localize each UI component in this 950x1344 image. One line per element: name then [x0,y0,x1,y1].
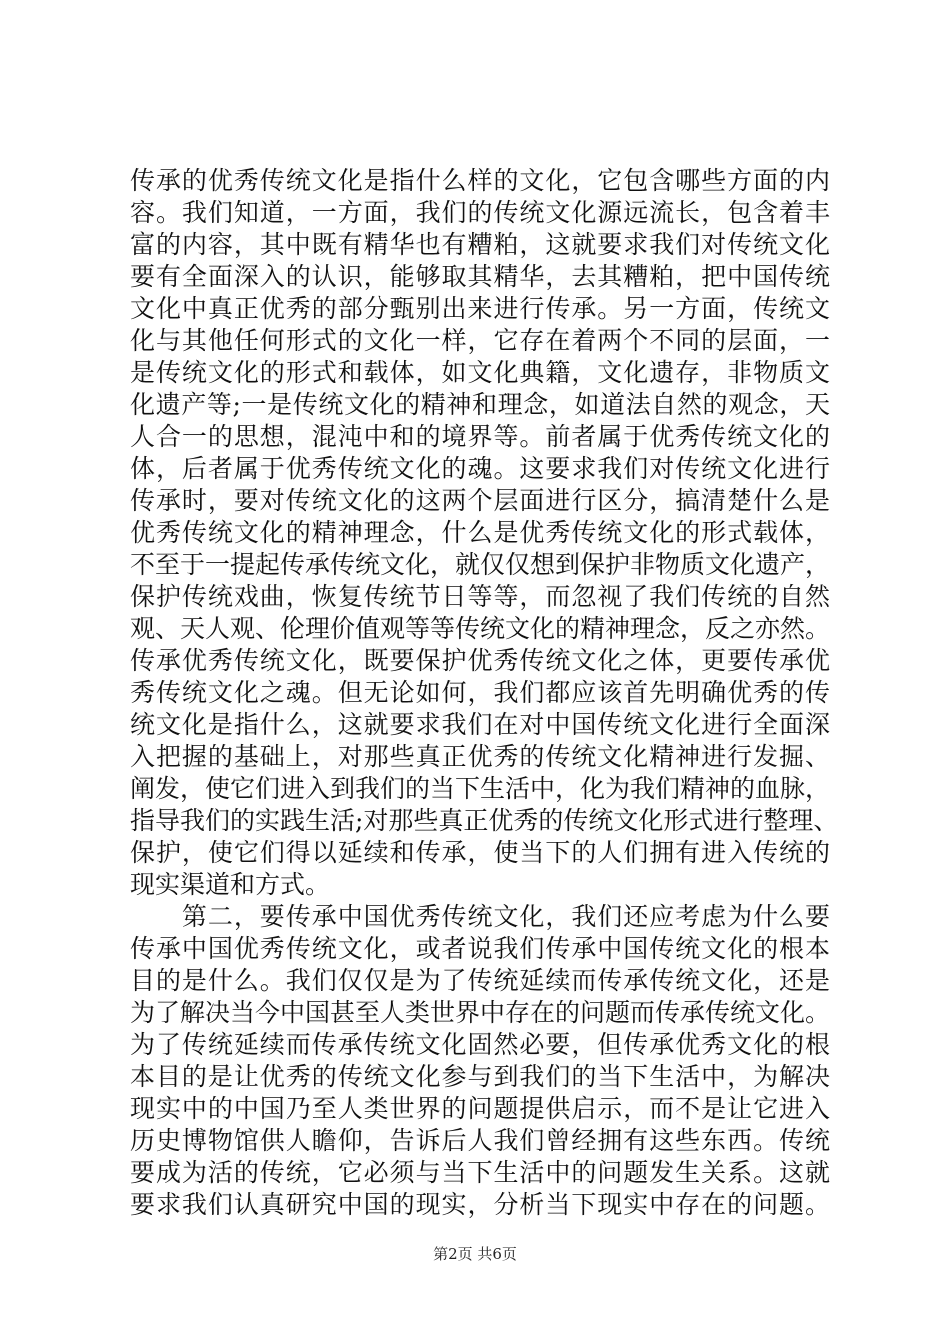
text-line: 要求我们认真研究中国的现实，分析当下现实中存在的问题。 [130,1190,830,1219]
text-line: 传承的优秀传统文化是指什么样的文化，它包含哪些方面的内 [130,166,830,195]
text-line: 入把握的基础上，对那些真正优秀的传统文化精神进行发掘、 [130,742,830,771]
text-line: 要有全面深入的认识，能够取其精华，去其糟粕，把中国传统 [130,262,830,291]
text-line: 保护，使它们得以延续和传承，使当下的人们拥有进入传统的 [130,838,830,867]
text-line: 传承时，要对传统文化的这两个层面进行区分，搞清楚什么是 [130,486,830,515]
text-line: 现实中的中国乃至人类世界的问题提供启示，而不是让它进入 [130,1094,830,1123]
text-line: 秀传统文化之魂。但无论如何，我们都应该首先明确优秀的传 [130,678,830,707]
text-line: 阐发，使它们进入到我们的当下生活中，化为我们精神的血脉， [130,774,831,803]
text-line: 为了解决当今中国甚至人类世界中存在的问题而传承传统文化。 [130,998,831,1027]
text-line: 文化中真正优秀的部分甄别出来进行传承。另一方面，传统文 [130,294,830,323]
text-line: 为了传统延续而传承传统文化固然必要，但传承优秀文化的根 [130,1030,830,1059]
text-line: 指导我们的实践生活;对那些真正优秀的传统文化形式进行整理、 [130,806,839,835]
text-line: 容。我们知道，一方面，我们的传统文化源远流长，包含着丰 [130,198,830,227]
body-text [130,165,839,1221]
text-line: 观、天人观、伦理价值观等等传统文化的精神理念，反之亦然。 [130,614,831,643]
text-line: 优秀传统文化的精神理念，什么是优秀传统文化的形式载体， [130,518,830,547]
text-line: 要成为活的传统，它必须与当下生活中的问题发生关系。这就 [130,1158,830,1187]
text-line: 历史博物馆供人瞻仰，告诉后人我们曾经拥有这些东西。传统 [130,1126,830,1155]
text-line: 传承优秀传统文化，既要保护优秀传统文化之体，更要传承优 [130,646,830,675]
text-line: 富的内容，其中既有精华也有糟粕，这就要求我们对传统文化 [130,230,830,259]
text-line: 传承中国优秀传统文化，或者说我们传承中国传统文化的根本 [130,934,830,963]
text-line: 本目的是让优秀的传统文化参与到我们的当下生活中，为解决 [130,1062,830,1091]
text-line: 化与其他任何形式的文化一样，它存在着两个不同的层面，一 [130,326,830,355]
text-line: 不至于一提起传承传统文化，就仅仅想到保护非物质文化遗产， [130,550,831,579]
text-line: 人合一的思想，混沌中和的境界等。前者属于优秀传统文化的 [130,422,830,451]
text-line: 是传统文化的形式和载体，如文化典籍，文化遗存，非物质文 [130,358,830,387]
text-line: 保护传统戏曲，恢复传统节日等等，而忽视了我们传统的自然 [130,582,830,611]
text-line: 统文化是指什么，这就要求我们在对中国传统文化进行全面深 [130,710,830,739]
text-line: 目的是什么。我们仅仅是为了传统延续而传承传统文化，还是 [130,966,830,995]
text-line: 化遗产等;一是传统文化的精神和理念，如道法自然的观念，天 [130,390,830,419]
page-number-footer: 第2页 共6页 [433,1245,517,1263]
text-line: 体，后者属于优秀传统文化的魂。这要求我们对传统文化进行 [130,454,830,483]
paragraph-first-line: 第二，要传承中国优秀传统文化，我们还应考虑为什么要 [130,902,830,931]
paragraph-end-line: 现实渠道和方式。 [130,870,331,899]
